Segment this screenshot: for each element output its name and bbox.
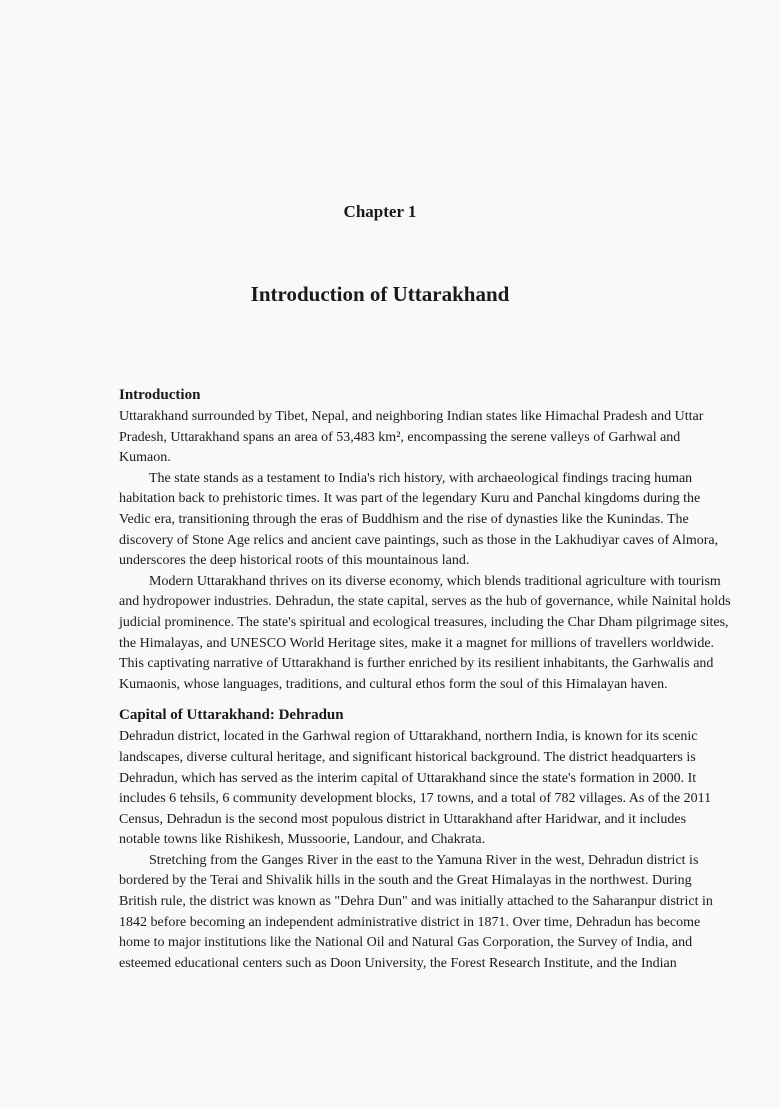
text-line: Modern Uttarakhand thrives on its diverse economy, which blends traditional agriculture with tourism <box>149 573 721 589</box>
text-line: home to major institutions like the National Oil and Natural Gas Corporation, the Survey of India, and <box>119 935 693 951</box>
text-line: Vedic era, transitioning through the eras of Buddhism and the rise of dynasties like the Kunindas. The <box>119 511 689 527</box>
text-line: and hydropower industries. Dehradun, the state capital, serves as the hub of governance, while Nainital holds <box>119 594 731 610</box>
text-line: includes 6 tehsils, 6 community development blocks, 17 towns, and a total of 782 villages. As of the 2011 <box>119 791 712 807</box>
paragraph <box>119 407 704 469</box>
text-line: Kumaon. <box>119 450 171 466</box>
text-line: This captivating narrative of Uttarakhand is further enriched by its resilient inhabitants, the Garhwalis and <box>119 656 714 672</box>
section-heading: Introduction <box>119 387 201 403</box>
text-line: 1842 before becoming an independent administrative district in 1871. Over time, Dehradun has become <box>119 914 701 930</box>
text-line: British rule, the district was known as "Dehra Dun" and was initially attached to the Saharanpur district in <box>119 894 713 910</box>
text-line: Dehradun, which has served as the interim capital of Uttarakhand since the state's formation in 2000. It <box>119 770 697 786</box>
paragraph <box>119 727 712 851</box>
text-line: Dehradun district, located in the Garhwal region of Uttarakhand, northern India, is known for its scenic <box>119 729 698 745</box>
text-line: Kumaonis, whose languages, traditions, and cultural ethos form the soul of this Himalayan haven. <box>119 676 668 692</box>
text-line: bordered by the Terai and Shivalik hills in the south and the Great Himalayas in the northwest. During <box>119 873 692 889</box>
text-line: underscores the deep historical roots of this mountainous land. <box>119 553 470 569</box>
chapter-title: Introduction of Uttarakhand <box>250 282 510 306</box>
text-line: judicial prominence. The state's spiritual and ecological treasures, including the Char Dham pilgrimage sites, <box>119 614 729 630</box>
section-heading: Capital of Uttarakhand: Dehradun <box>119 707 344 724</box>
text-line: the Himalayas, and UNESCO World Heritage sites, make it a magnet for millions of travellers worldwide. <box>119 635 715 651</box>
text-line: notable towns like Rishikesh, Mussoorie, Landour, and Chakrata. <box>119 832 486 848</box>
paragraph <box>119 572 731 696</box>
paragraph <box>119 851 713 975</box>
text-line: Pradesh, Uttarakhand spans an area of 53,483 km², encompassing the serene valleys of Garhwal and <box>119 429 681 445</box>
text-line: esteemed educational centers such as Doon University, the Forest Research Institute, and the Indian <box>119 955 677 971</box>
text-line: Census, Dehradun is the second most populous district in Uttarakhand after Haridwar, and it includes <box>119 811 687 827</box>
text-line: discovery of Stone Age relics and ancient cave paintings, such as those in the Lakhudiyar caves of Almora, <box>119 532 719 548</box>
text-line: Uttarakhand surrounded by Tibet, Nepal, and neighboring Indian states like Himachal Pradesh and Uttar <box>119 409 704 424</box>
text-line: landscapes, diverse cultural heritage, and significant historical background. The district headquarters is <box>119 749 696 765</box>
chapter-label: Chapter 1 <box>343 202 417 221</box>
text-line: The state stands as a testament to India's rich history, with archaeological findings tracing human <box>149 470 693 486</box>
text-line: Stretching from the Ganges River in the east to the Yamuna River in the west, Dehradun district is <box>149 852 699 868</box>
chapter-body <box>119 385 731 974</box>
paragraph <box>119 469 719 572</box>
text-line: habitation back to prehistoric times. It was part of the legendary Kuru and Panchal kingdoms during the <box>119 491 701 507</box>
